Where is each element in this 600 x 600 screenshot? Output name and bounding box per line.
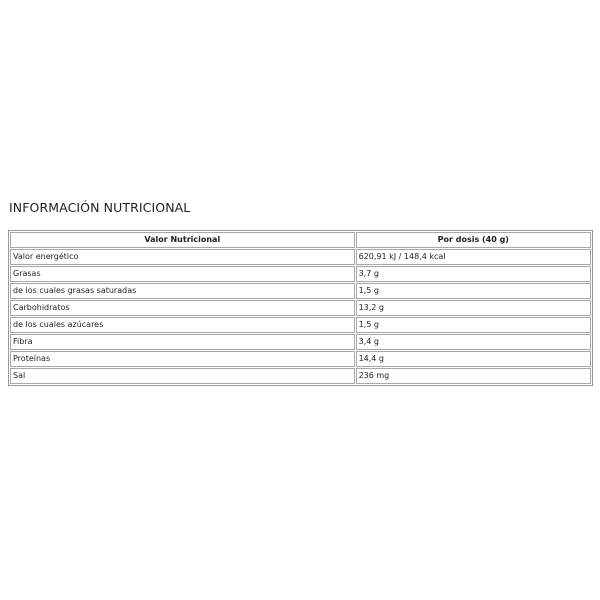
nutrient-name: Fibra <box>10 334 355 350</box>
table-row <box>10 300 591 316</box>
nutrient-name: Sal <box>10 368 355 384</box>
table-row <box>10 249 591 265</box>
nutrient-value: 14,4 g <box>356 351 591 367</box>
nutrient-value: 236 mg <box>356 368 591 384</box>
table-row <box>10 368 591 384</box>
table-row <box>10 317 591 333</box>
nutrient-value: 1,5 g <box>356 317 591 333</box>
column-header-per-dose: Por dosis (40 g) <box>356 232 591 248</box>
column-header-nutrient: Valor Nutricional <box>10 232 355 248</box>
nutrient-name: Proteínas <box>10 351 355 367</box>
nutrition-table <box>8 230 593 386</box>
nutrient-value: 3,4 g <box>356 334 591 350</box>
nutrient-name: de los cuales azúcares <box>10 317 355 333</box>
nutrient-name: de los cuales grasas saturadas <box>10 283 355 299</box>
table-header-row <box>10 232 591 248</box>
table-row <box>10 351 591 367</box>
nutrient-value: 620,91 kJ / 148,4 kcal <box>356 249 591 265</box>
table-row <box>10 283 591 299</box>
nutrient-name: Carbohidratos <box>10 300 355 316</box>
table-row <box>10 334 591 350</box>
table-row <box>10 266 591 282</box>
nutrient-value: 3,7 g <box>356 266 591 282</box>
nutrient-value: 13,2 g <box>356 300 591 316</box>
nutrient-value: 1,5 g <box>356 283 591 299</box>
nutrient-name: Valor energético <box>10 249 355 265</box>
nutrient-name: Grasas <box>10 266 355 282</box>
page-title: INFORMACIÓN NUTRICIONAL <box>9 200 191 215</box>
